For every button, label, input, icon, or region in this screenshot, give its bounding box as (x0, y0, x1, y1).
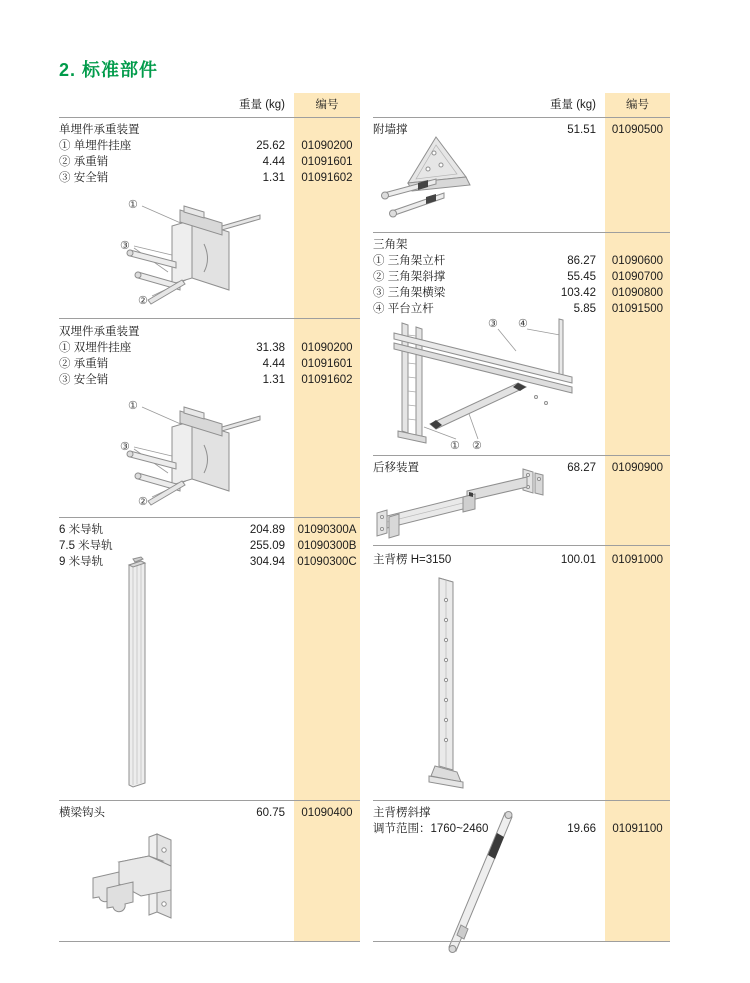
table-row: ② 承重销 4.44 01091601 (59, 358, 353, 370)
double-embed-device-drawing (64, 389, 289, 511)
callout-1: ① (128, 400, 138, 412)
callout-2: ② (138, 496, 148, 508)
wall-anchor-drawing (378, 133, 488, 227)
table-row: ② 三角架斜撑 55.45 01090700 (373, 271, 664, 283)
section-rails (59, 522, 360, 570)
callout-3: ③ (120, 240, 130, 252)
divider (373, 232, 670, 233)
divider (373, 455, 670, 456)
weight-header: 重量 (kg) (239, 99, 285, 111)
section-double-embed (59, 324, 360, 388)
table-row: 主背楞斜撑 (373, 807, 431, 819)
table-row: ③ 安全销 1.31 01091602 (59, 172, 353, 184)
section-triangle-frame (373, 237, 670, 317)
callout-2: ② (472, 440, 482, 451)
table-row: 双埋件承重装置 (59, 326, 140, 338)
divider (373, 117, 670, 118)
table-row: ② 承重销 4.44 01091601 (59, 156, 353, 168)
table-row: 6 米导轨 204.89 01090300A (59, 524, 357, 536)
rail-drawing (117, 555, 155, 793)
weight-header: 重量 (kg) (550, 99, 596, 111)
retraction-device-drawing (375, 465, 555, 543)
main-waler-drawing (415, 570, 475, 794)
divider (59, 941, 360, 942)
table-row: 横梁钩头 60.75 01090400 (59, 807, 353, 819)
code-header: 编号 (626, 99, 649, 111)
table-row: 调节范围：1760~2460 19.66 01091100 (373, 823, 663, 835)
page-title: 2. 标准部件 (59, 60, 159, 80)
table-header (373, 97, 670, 113)
beam-hook-drawing (85, 828, 200, 936)
table-row: ③ 三角架横梁 103.42 01090800 (373, 287, 664, 299)
waler-brace-drawing (431, 807, 521, 957)
table-row: 主背楞 H=3150 100.01 01091000 (373, 554, 664, 566)
left-column (59, 93, 360, 941)
table-row: 7.5 米导轨 255.09 01090300B (59, 540, 357, 552)
callout-1: ① (128, 199, 138, 211)
single-embed-device-drawing (64, 188, 289, 310)
table-row: ① 三角架立杆 86.27 01090600 (373, 255, 664, 267)
section-waler-brace (373, 805, 670, 837)
table-row: 后移装置 68.27 01090900 (373, 462, 664, 474)
triangle-frame-drawing (376, 313, 611, 451)
callout-3: ③ (120, 441, 130, 453)
table-row: ① 单埋件挂座 25.62 01090200 (59, 140, 353, 152)
table-row: ④ 平台立杆 5.85 01091500 (373, 303, 664, 315)
table-row: ① 双埋件挂座 31.38 01090200 (59, 342, 353, 354)
divider (59, 800, 360, 801)
divider (373, 941, 670, 942)
table-row: ③ 安全销 1.31 01091602 (59, 374, 353, 386)
section-main-waler (373, 552, 670, 568)
divider (59, 517, 360, 518)
callout-3: ③ (488, 318, 498, 330)
code-header: 编号 (315, 99, 339, 111)
section-single-embed (59, 122, 360, 186)
table-header (59, 97, 360, 113)
divider (373, 545, 670, 546)
table-row: 附墙撑 51.51 01090500 (373, 124, 664, 136)
table-row: 9 米导轨 304.94 01090300C (59, 556, 357, 568)
table-row: 单埋件承重装置 (59, 124, 140, 136)
callout-2: ② (138, 295, 148, 307)
right-column (373, 93, 670, 941)
callout-1: ① (450, 440, 460, 451)
section-beam-hook (59, 805, 360, 821)
table-row: 三角架 (373, 239, 408, 251)
callout-4: ④ (518, 318, 528, 330)
divider (59, 117, 360, 118)
divider (59, 318, 360, 319)
divider (373, 800, 670, 801)
